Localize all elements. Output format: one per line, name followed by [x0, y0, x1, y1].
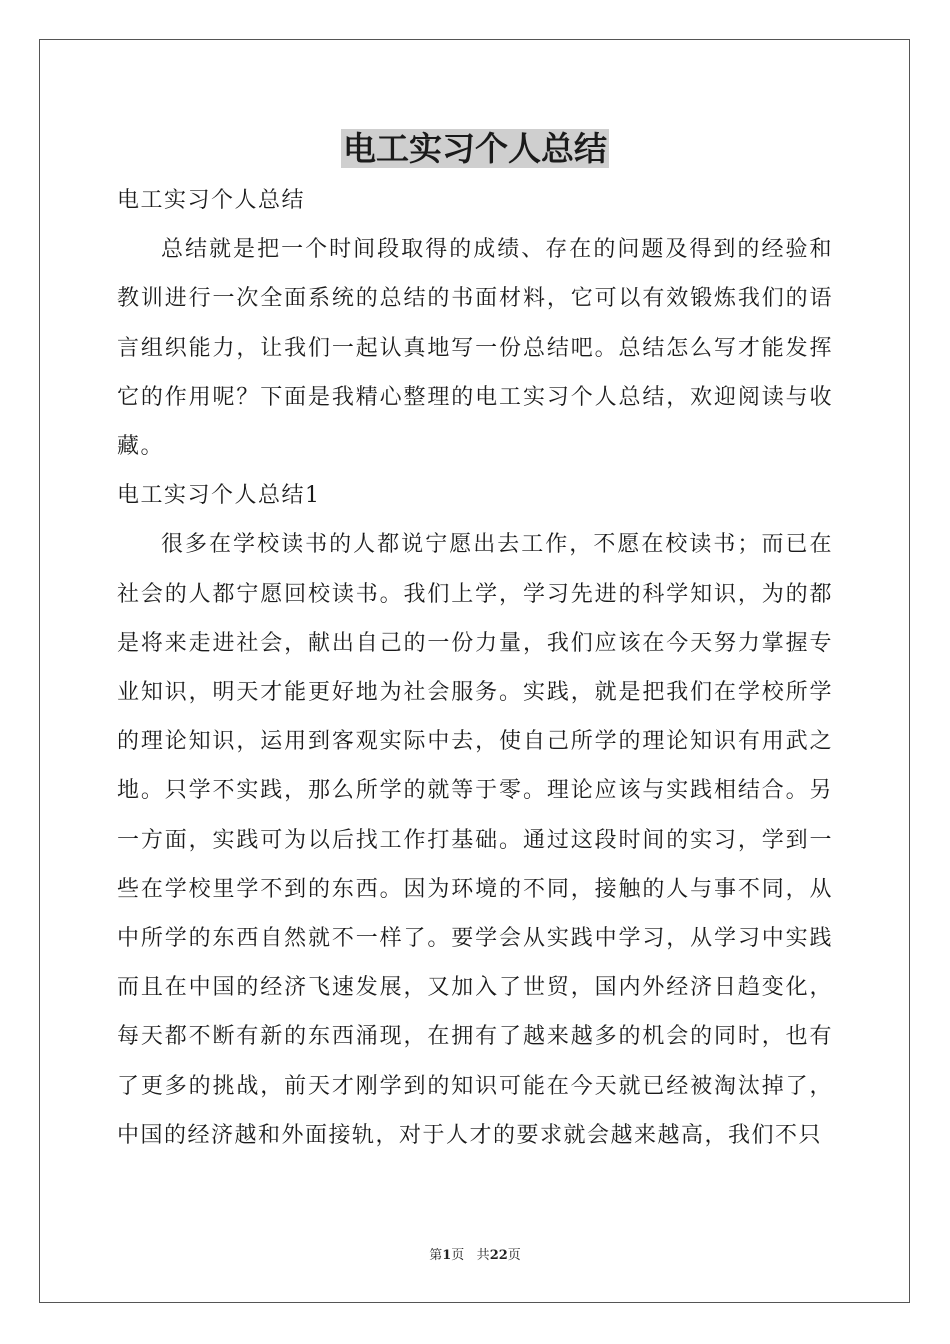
page-suffix: 页 — [451, 1248, 465, 1263]
section-heading: 电工实习个人总结1 — [117, 483, 321, 509]
document-title — [0, 128, 950, 170]
total-suffix: 页 — [507, 1248, 521, 1263]
total-pages: 22 — [489, 1248, 508, 1263]
document-body — [117, 176, 833, 1160]
page-number: 1 — [442, 1248, 452, 1263]
subtitle-heading: 电工实习个人总结 — [117, 188, 306, 213]
body-paragraph: 很多在学校读书的人都说宁愿出去工作，不愿在校读书；而已在社会的人都宁愿回校读书。我们上学，学习先进的科学知识，为的都是将来走进社会，献出自己的一份力量，我们应该在今天努力掌握专业知识，明天才能更好地为社会服务。实践，就是把我们在学校所学的理论知识，运用到客观实际中去，使自己所学的理论知识有用武之地。只学不实践，那么所学的就等于零。理论应该与实践相结合。另一方面，实践可为以后找工作打基础。通过这段时间的实习，学到一些在学校里学不到的东西。因为环境的不同，接触的人与事不同，从中所学的东西自然就不一样了。要学会从实践中学习，从学习中实践而且在中国的经济飞速发展，又加入了世贸，国内外经济日趋变化，每天都不断有新的东西涌现，在拥有了越来越多的机会的同时，也有了更多的挑战，前天才刚学到的知识可能在今天就已经被淘汰掉了，中国的经济越和外面接轨，对于人才的要求就会越来越高，我们不只 — [117, 532, 833, 1148]
page-prefix: 第 — [429, 1248, 443, 1263]
intro-paragraph: 总结就是把一个时间段取得的成绩、存在的问题及得到的经验和教训进行一次全面系统的总结的书面材料，它可以有效锻炼我们的语言组织能力，让我们一起认真地写一份总结吧。总结怎么写才能发挥它的作用呢？下面是我精心整理的电工实习个人总结，欢迎阅读与收藏。 — [117, 237, 833, 460]
page-footer — [0, 1247, 950, 1265]
document-title-text: 电工实习个人总结 — [343, 129, 607, 168]
total-prefix: 共 — [476, 1248, 490, 1263]
